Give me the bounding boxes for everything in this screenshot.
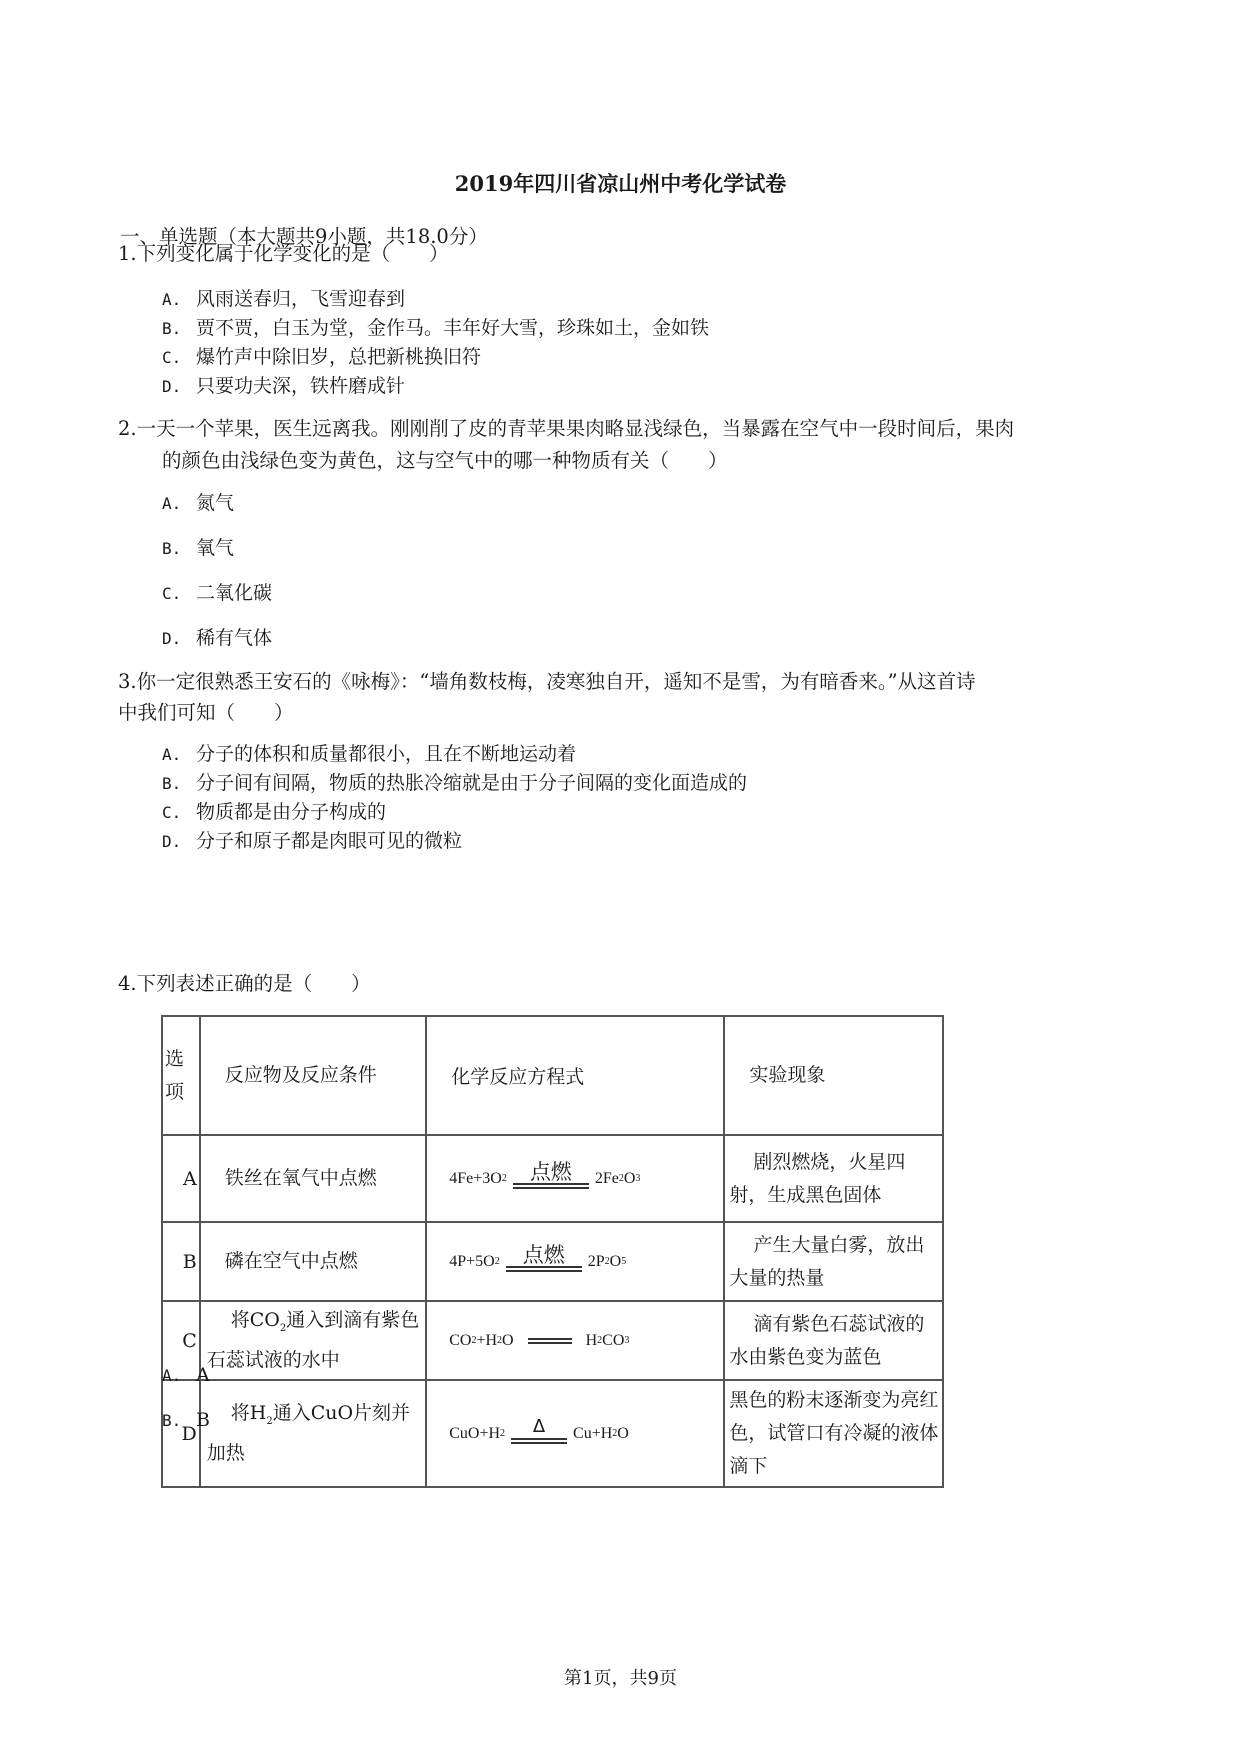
phenomenon-text: 滴有紫色石蕊试液的水由紫色变为蓝色 [729, 1312, 925, 1368]
reactants-post: 通入到滴有紫色石蕊试液的水中 [206, 1308, 420, 1372]
eq-sub: 2 [494, 1256, 500, 1267]
eq-sub: 2 [618, 1173, 624, 1184]
header-reactants: 反应物及反应条件 [200, 1016, 426, 1135]
eq-sub: 2 [497, 1335, 503, 1346]
q3-option-a[interactable]: A. 分子的体积和质量都很小，且在不断地运动着 [162, 743, 577, 765]
header-option-text: 选项 [165, 1047, 185, 1103]
q2-option-b[interactable]: B. 氧气 [162, 537, 235, 559]
condition-text: 点燃 [522, 1242, 565, 1267]
phenomenon-text: 产生大量白雾，放出大量的热量 [729, 1233, 925, 1289]
reaction-table [161, 1015, 944, 1488]
row-b-option: B [162, 1222, 200, 1301]
eq-text: +H [476, 1331, 498, 1349]
row-d-option: D [162, 1380, 200, 1487]
double-line [528, 1338, 572, 1344]
row-c-option: C [162, 1301, 200, 1380]
q2-option-d[interactable]: D. 稀有气体 [162, 627, 273, 649]
eq-text: 4P+5O [449, 1252, 495, 1270]
table-header-row [162, 1016, 943, 1135]
q1-option-d[interactable]: D. 只要功夫深，铁杵磨成针 [162, 375, 406, 397]
q3-option-b[interactable]: B. 分子间有间隔，物质的热胀冷缩就是由于分子间隔的变化面造成的 [162, 772, 748, 794]
eq-sub: 2 [471, 1335, 477, 1346]
eq-sub: 2 [501, 1173, 507, 1184]
row-c-phenomenon [724, 1301, 943, 1380]
q3-option-d[interactable]: D. 分子和原子都是肉眼可见的微粒 [162, 830, 463, 852]
q1-option-c[interactable]: C. 爆竹声中除旧岁，总把新桃换旧符 [162, 346, 482, 368]
eq-text: O [502, 1331, 514, 1349]
row-b-phenomenon [724, 1222, 943, 1301]
q4-option-a[interactable]: A. A [162, 1364, 210, 1386]
question-3-stem-line1: 3.你一定很熟悉王安石的《咏梅》：“墙角数枝梅，凌寒独自开，遥知不是雪，为有暗香来。”从这首诗 [118, 670, 976, 693]
row-c-reactants [200, 1301, 426, 1380]
row-d-equation [426, 1380, 724, 1487]
eq-text: O [617, 1424, 629, 1442]
eq-sub: 2 [597, 1335, 603, 1346]
double-line [506, 1266, 582, 1272]
eq-text: 2P [587, 1252, 605, 1270]
eq-text: 2Fe [594, 1169, 619, 1187]
reaction-condition [513, 1161, 589, 1189]
reactants-pre: 将CO [230, 1308, 280, 1331]
row-c-equation [426, 1301, 724, 1380]
question-2-stem-line2: 的颜色由浅绿色变为黄色，这与空气中的哪一种物质有关（ ） [162, 449, 728, 472]
question-1-stem: 1.下列变化属于化学变化的是（ ） [118, 242, 449, 265]
question-4-stem: 4.下列表述正确的是（ ） [118, 972, 371, 995]
reactants-sub: 2 [266, 1415, 273, 1427]
reactants-post: 通入CuO片刻并加热 [206, 1401, 411, 1465]
eq-text: CO [602, 1331, 625, 1349]
eq-sub: 2 [604, 1256, 610, 1267]
eq-sub: 2 [500, 1428, 506, 1439]
eq-text: H [585, 1331, 598, 1349]
q1-option-b[interactable]: B. 贾不贾，白玉为堂，金作马。丰年好大雪，珍珠如土，金如铁 [162, 317, 710, 339]
row-b-reactants: 磷在空气中点燃 [200, 1222, 426, 1301]
header-option [162, 1016, 200, 1135]
row-d-reactants [200, 1380, 426, 1487]
question-2-stem-line1: 2.一天一个苹果，医生远离我。刚刚削了皮的青苹果果肉略显浅绿色，当暴露在空气中一段时间后，果肉 [118, 417, 1015, 440]
header-phenomenon: 实验现象 [724, 1016, 943, 1135]
reactants-sub: 2 [279, 1322, 287, 1334]
table-row [162, 1222, 943, 1301]
reactants-text [207, 1304, 425, 1378]
q2-option-a[interactable]: A. 氮气 [162, 492, 235, 514]
q3-option-c[interactable]: C. 物质都是由分子构成的 [162, 801, 387, 823]
row-b-equation [426, 1222, 724, 1301]
reactants-pre: 将H [230, 1401, 267, 1424]
row-a-equation [426, 1135, 724, 1222]
eq-sub: 5 [621, 1256, 627, 1267]
header-equation: 化学反应方程式 [426, 1016, 724, 1135]
q2-option-c[interactable]: C. 二氧化碳 [162, 582, 273, 604]
eq-sub: 2 [612, 1428, 618, 1439]
eq-text: 4Fe+3O [449, 1169, 502, 1187]
table-row [162, 1380, 943, 1487]
q1-option-a[interactable]: A. 风雨送春归，飞雪迎春到 [162, 288, 406, 310]
reaction-condition [511, 1416, 567, 1444]
question-3-stem-line2: 中我们可知（ ） [118, 701, 294, 724]
row-a-option: A [162, 1135, 200, 1222]
reaction-condition [506, 1244, 582, 1272]
double-line [511, 1438, 567, 1444]
eq-text: CuO+H [449, 1424, 501, 1442]
eq-text: Cu+H [573, 1424, 613, 1442]
page-title: 2019年四川省凉山州中考化学试卷 [454, 171, 787, 196]
condition-text: Δ [532, 1415, 546, 1437]
row-a-reactants: 铁丝在氧气中点燃 [200, 1135, 426, 1222]
row-a-phenomenon [724, 1135, 943, 1222]
eq-text: O [623, 1169, 636, 1187]
condition-text: 点燃 [529, 1159, 572, 1184]
q4-option-b[interactable]: B. B [162, 1409, 210, 1431]
row-d-phenomenon: 黑色的粉末逐渐变为亮红色，试管口有冷凝的液体滴下 [724, 1380, 943, 1487]
eq-sub: 3 [635, 1173, 641, 1184]
table-row [162, 1301, 943, 1380]
double-line [513, 1183, 589, 1189]
reactants-text [207, 1397, 425, 1471]
section-heading: 一、单选题（本大题共9小题，共18.0分） [120, 225, 488, 248]
page-footer: 第1页，共9页 [564, 1668, 677, 1689]
eq-text: CO [449, 1331, 472, 1349]
table-row [162, 1135, 943, 1222]
phenomenon-text: 剧烈燃烧，火星四射，生成黑色固体 [729, 1150, 906, 1206]
eq-sub: 3 [624, 1335, 630, 1346]
eq-text: O [609, 1252, 622, 1270]
